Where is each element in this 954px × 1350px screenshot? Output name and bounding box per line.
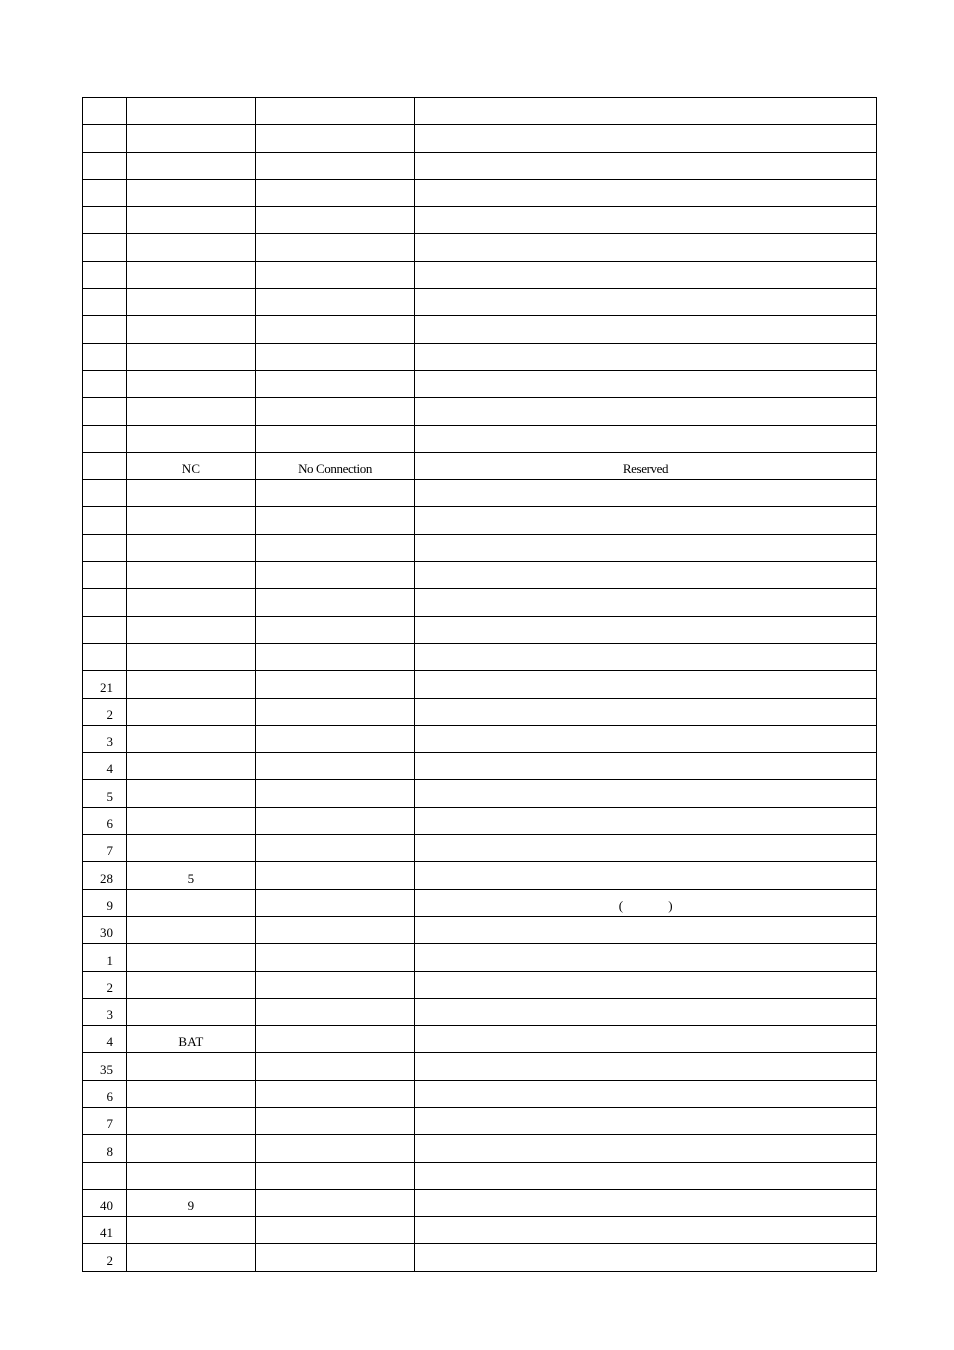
table-row xyxy=(83,998,877,1025)
pin-name-cell xyxy=(256,698,415,725)
pin-number-cell xyxy=(83,316,127,343)
pin-number-cell xyxy=(83,889,127,916)
table-row xyxy=(83,698,877,725)
table-row xyxy=(83,780,877,807)
pin-name-cell xyxy=(256,725,415,752)
pin-description-cell xyxy=(415,289,877,316)
pin-number-cell xyxy=(83,1080,127,1107)
pin-number-cell xyxy=(83,1107,127,1134)
cell-text: 35 xyxy=(100,1061,113,1077)
pin-name-cell xyxy=(256,179,415,206)
pin-number-cell xyxy=(83,971,127,998)
pin-name-cell xyxy=(256,261,415,288)
pin-symbol-cell xyxy=(127,534,256,561)
pin-name-cell xyxy=(256,1244,415,1271)
pin-description-cell xyxy=(415,616,877,643)
pin-number-cell xyxy=(83,398,127,425)
pin-symbol-cell xyxy=(127,125,256,152)
pin-symbol-cell xyxy=(127,343,256,370)
pin-name-cell xyxy=(256,98,415,125)
table-row xyxy=(83,207,877,234)
table-row xyxy=(83,944,877,971)
pin-number-cell xyxy=(83,1244,127,1271)
cell-text: 7 xyxy=(106,843,113,859)
pin-name-cell xyxy=(256,889,415,916)
pin-description-cell xyxy=(415,1135,877,1162)
pin-description-cell xyxy=(415,207,877,234)
pin-description-cell xyxy=(415,452,877,479)
pin-symbol-cell xyxy=(127,98,256,125)
cell-text: 1 xyxy=(106,952,113,968)
pin-number-cell xyxy=(83,671,127,698)
pin-table-body xyxy=(83,98,877,1272)
pin-name-cell xyxy=(256,562,415,589)
pin-symbol-cell xyxy=(127,507,256,534)
table-row xyxy=(83,507,877,534)
table-row xyxy=(83,1217,877,1244)
pin-symbol-cell xyxy=(127,1162,256,1189)
pin-number-cell xyxy=(83,1189,127,1216)
pin-description-cell xyxy=(415,835,877,862)
pin-number-cell xyxy=(83,152,127,179)
pin-number-cell xyxy=(83,643,127,670)
table-row xyxy=(83,889,877,916)
pin-number-cell xyxy=(83,234,127,261)
pin-number-cell xyxy=(83,725,127,752)
table-row xyxy=(83,1107,877,1134)
pin-description-cell xyxy=(415,480,877,507)
pin-name-cell xyxy=(256,944,415,971)
pin-symbol-cell xyxy=(127,944,256,971)
pin-number-cell xyxy=(83,1053,127,1080)
pin-name-cell xyxy=(256,425,415,452)
table-row xyxy=(83,179,877,206)
pin-description-cell xyxy=(415,1244,877,1271)
pin-symbol-cell xyxy=(127,643,256,670)
pin-symbol-cell xyxy=(127,289,256,316)
pin-description-cell xyxy=(415,807,877,834)
pin-number-cell xyxy=(83,807,127,834)
cell-text: 3 xyxy=(106,1007,113,1023)
pin-name-cell xyxy=(256,1026,415,1053)
table-row xyxy=(83,916,877,943)
pin-symbol-cell xyxy=(127,616,256,643)
pin-name-cell xyxy=(256,1217,415,1244)
pin-symbol-cell xyxy=(127,1244,256,1271)
pin-name-cell xyxy=(256,998,415,1025)
pin-number-cell xyxy=(83,998,127,1025)
table-row xyxy=(83,343,877,370)
pin-symbol-cell xyxy=(127,452,256,479)
pin-symbol-cell xyxy=(127,971,256,998)
cell-text: 4 xyxy=(106,1034,113,1050)
pin-symbol-cell xyxy=(127,1107,256,1134)
table-row xyxy=(83,562,877,589)
pin-name-cell xyxy=(256,452,415,479)
pin-name-cell xyxy=(256,316,415,343)
cell-text: 41 xyxy=(100,1225,113,1241)
pin-number-cell xyxy=(83,289,127,316)
table-row xyxy=(83,807,877,834)
pin-symbol-cell xyxy=(127,916,256,943)
pin-number-cell xyxy=(83,1217,127,1244)
pin-description-cell xyxy=(415,1080,877,1107)
pin-symbol-cell xyxy=(127,480,256,507)
pin-description-cell xyxy=(415,780,877,807)
cell-text: No Connection xyxy=(298,461,372,477)
pin-symbol-cell xyxy=(127,1189,256,1216)
pin-name-cell xyxy=(256,207,415,234)
pin-symbol-cell xyxy=(127,562,256,589)
pin-symbol-cell xyxy=(127,753,256,780)
pin-table xyxy=(82,97,877,1272)
cell-text: 7 xyxy=(106,1116,113,1132)
pin-description-cell xyxy=(415,862,877,889)
pin-number-cell xyxy=(83,1162,127,1189)
pin-name-cell xyxy=(256,835,415,862)
table-row xyxy=(83,480,877,507)
pin-name-cell xyxy=(256,480,415,507)
cell-text: BAT xyxy=(178,1034,204,1050)
cell-text: 21 xyxy=(100,679,113,695)
pin-name-cell xyxy=(256,1080,415,1107)
cell-text: 8 xyxy=(106,1143,113,1159)
table-row xyxy=(83,289,877,316)
pin-name-cell xyxy=(256,289,415,316)
pin-symbol-cell xyxy=(127,698,256,725)
pin-description-cell xyxy=(415,753,877,780)
pin-description-cell xyxy=(415,1026,877,1053)
pin-symbol-cell xyxy=(127,1080,256,1107)
pin-description-cell xyxy=(415,316,877,343)
pin-description-cell xyxy=(415,425,877,452)
pin-symbol-cell xyxy=(127,1053,256,1080)
cell-text: 3 xyxy=(106,734,113,750)
cell-text: 6 xyxy=(106,816,113,832)
cell-text: Reserved xyxy=(622,461,669,477)
pin-name-cell xyxy=(256,534,415,561)
pin-symbol-cell xyxy=(127,261,256,288)
pin-symbol-cell xyxy=(127,370,256,397)
cell-text: NC xyxy=(181,461,201,477)
pin-description-cell xyxy=(415,234,877,261)
pin-description-cell xyxy=(415,562,877,589)
pin-symbol-cell xyxy=(127,807,256,834)
table-row xyxy=(83,261,877,288)
pin-symbol-cell xyxy=(127,1026,256,1053)
pin-description-cell xyxy=(415,698,877,725)
pin-symbol-cell xyxy=(127,835,256,862)
pin-symbol-cell xyxy=(127,316,256,343)
pin-description-cell xyxy=(415,152,877,179)
pin-name-cell xyxy=(256,343,415,370)
pin-description-cell xyxy=(415,398,877,425)
pin-number-cell xyxy=(83,862,127,889)
cell-text: 28 xyxy=(100,870,113,886)
pin-description-cell xyxy=(415,343,877,370)
pin-symbol-cell xyxy=(127,998,256,1025)
pin-name-cell xyxy=(256,780,415,807)
pin-symbol-cell xyxy=(127,780,256,807)
pin-description-cell xyxy=(415,179,877,206)
pin-name-cell xyxy=(256,234,415,261)
table-row xyxy=(83,725,877,752)
pin-number-cell xyxy=(83,944,127,971)
pin-number-cell xyxy=(83,261,127,288)
cell-text: 4 xyxy=(106,761,113,777)
pin-symbol-cell xyxy=(127,207,256,234)
table-row xyxy=(83,316,877,343)
table-row xyxy=(83,862,877,889)
table-row xyxy=(83,671,877,698)
table-row xyxy=(83,370,877,397)
pin-name-cell xyxy=(256,370,415,397)
pin-number-cell xyxy=(83,207,127,234)
table-row xyxy=(83,1244,877,1271)
pin-number-cell xyxy=(83,916,127,943)
pin-name-cell xyxy=(256,807,415,834)
pin-name-cell xyxy=(256,753,415,780)
table-row xyxy=(83,1189,877,1216)
pin-description-cell xyxy=(415,589,877,616)
cell-text: 2 xyxy=(106,979,113,995)
pin-number-cell xyxy=(83,507,127,534)
pin-name-cell xyxy=(256,125,415,152)
pin-description-cell xyxy=(415,507,877,534)
cell-text: 9 xyxy=(187,1198,195,1214)
pin-description-cell xyxy=(415,1189,877,1216)
table-row xyxy=(83,971,877,998)
cell-text: 2 xyxy=(106,1252,113,1268)
pin-symbol-cell xyxy=(127,234,256,261)
cell-text: ( ) xyxy=(618,897,673,913)
pin-name-cell xyxy=(256,1107,415,1134)
pin-number-cell xyxy=(83,616,127,643)
table-row xyxy=(83,616,877,643)
pin-symbol-cell xyxy=(127,398,256,425)
cell-text: 5 xyxy=(187,870,195,886)
pin-name-cell xyxy=(256,1189,415,1216)
pin-number-cell xyxy=(83,835,127,862)
table-row xyxy=(83,398,877,425)
pin-name-cell xyxy=(256,862,415,889)
table-row xyxy=(83,234,877,261)
cell-text: 6 xyxy=(106,1088,113,1104)
pin-symbol-cell xyxy=(127,1135,256,1162)
cell-text: 40 xyxy=(100,1198,113,1214)
table-row xyxy=(83,534,877,561)
table-row xyxy=(83,152,877,179)
pin-name-cell xyxy=(256,1162,415,1189)
pin-description-cell xyxy=(415,370,877,397)
pin-name-cell xyxy=(256,916,415,943)
pin-description-cell xyxy=(415,998,877,1025)
pin-name-cell xyxy=(256,1135,415,1162)
pin-description-cell xyxy=(415,971,877,998)
pin-name-cell xyxy=(256,616,415,643)
pin-description-cell xyxy=(415,643,877,670)
pin-description-cell xyxy=(415,1053,877,1080)
pin-name-cell xyxy=(256,643,415,670)
pin-description-cell xyxy=(415,944,877,971)
pin-description-cell xyxy=(415,261,877,288)
pin-description-cell xyxy=(415,671,877,698)
pin-name-cell xyxy=(256,971,415,998)
pin-symbol-cell xyxy=(127,152,256,179)
pin-name-cell xyxy=(256,671,415,698)
table-row xyxy=(83,98,877,125)
pin-number-cell xyxy=(83,562,127,589)
pin-number-cell xyxy=(83,589,127,616)
pin-symbol-cell xyxy=(127,589,256,616)
cell-text: 5 xyxy=(106,788,113,804)
pin-description-cell xyxy=(415,1162,877,1189)
pin-symbol-cell xyxy=(127,179,256,206)
table-row xyxy=(83,835,877,862)
pin-description-cell xyxy=(415,125,877,152)
pin-number-cell xyxy=(83,343,127,370)
pin-number-cell xyxy=(83,480,127,507)
pin-description-cell xyxy=(415,1217,877,1244)
pin-name-cell xyxy=(256,589,415,616)
table-row xyxy=(83,452,877,479)
pin-number-cell xyxy=(83,370,127,397)
pin-name-cell xyxy=(256,507,415,534)
pin-name-cell xyxy=(256,152,415,179)
pin-number-cell xyxy=(83,179,127,206)
pin-symbol-cell xyxy=(127,889,256,916)
pin-number-cell xyxy=(83,98,127,125)
pin-description-cell xyxy=(415,534,877,561)
table-row xyxy=(83,1053,877,1080)
cell-text: 30 xyxy=(100,925,113,941)
pin-number-cell xyxy=(83,452,127,479)
table-row xyxy=(83,425,877,452)
table-row xyxy=(83,1026,877,1053)
cell-text: 2 xyxy=(106,706,113,722)
table-row xyxy=(83,589,877,616)
pin-symbol-cell xyxy=(127,425,256,452)
table-row xyxy=(83,753,877,780)
pin-number-cell xyxy=(83,1026,127,1053)
pin-number-cell xyxy=(83,534,127,561)
table-row xyxy=(83,1080,877,1107)
pin-description-cell xyxy=(415,916,877,943)
pin-number-cell xyxy=(83,425,127,452)
pin-symbol-cell xyxy=(127,1217,256,1244)
table-row xyxy=(83,1135,877,1162)
pin-description-cell xyxy=(415,1107,877,1134)
table-row xyxy=(83,643,877,670)
pin-number-cell xyxy=(83,753,127,780)
pin-number-cell xyxy=(83,780,127,807)
pin-description-cell xyxy=(415,725,877,752)
pin-number-cell xyxy=(83,698,127,725)
pin-number-cell xyxy=(83,1135,127,1162)
pin-description-cell xyxy=(415,889,877,916)
pin-symbol-cell xyxy=(127,862,256,889)
pin-symbol-cell xyxy=(127,671,256,698)
pin-name-cell xyxy=(256,1053,415,1080)
pin-number-cell xyxy=(83,125,127,152)
pin-name-cell xyxy=(256,398,415,425)
table-row xyxy=(83,125,877,152)
pin-symbol-cell xyxy=(127,725,256,752)
cell-text: 9 xyxy=(106,897,113,913)
pin-description-cell xyxy=(415,98,877,125)
table-row xyxy=(83,1162,877,1189)
